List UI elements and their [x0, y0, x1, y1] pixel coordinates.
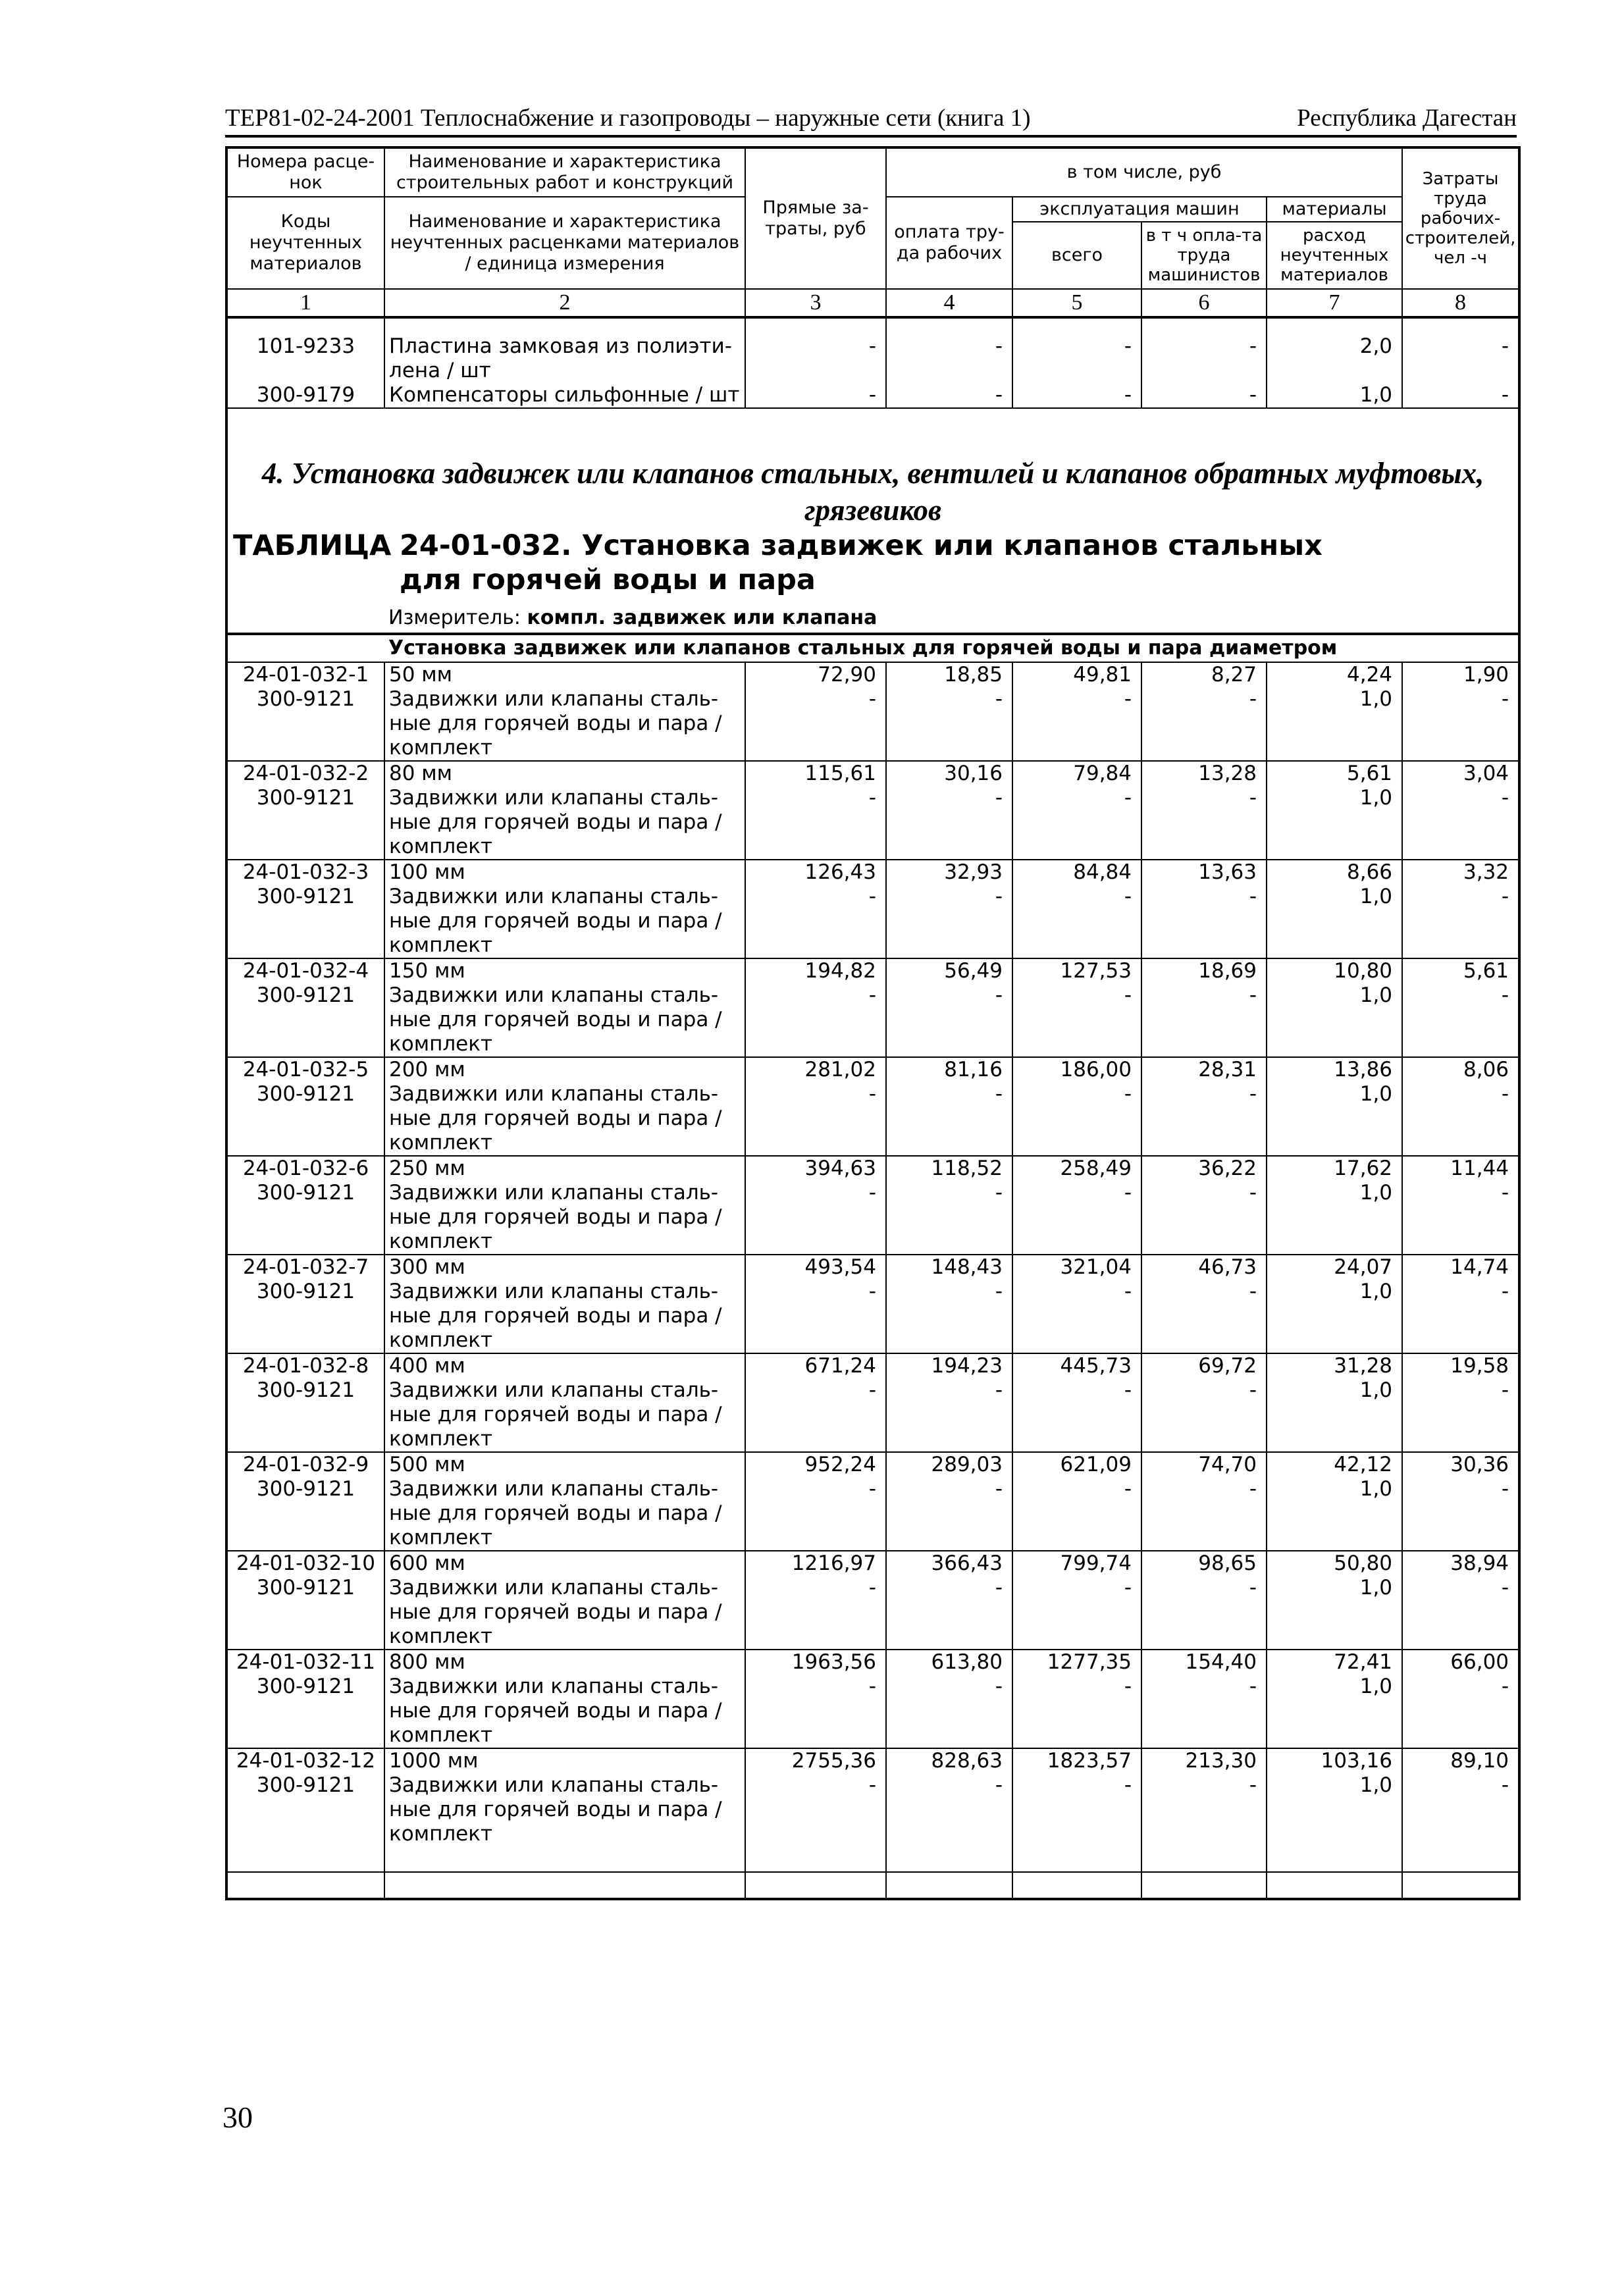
page-number: 30: [223, 2100, 253, 2134]
material-code: 300-9121: [226, 1082, 384, 1156]
table-row: [226, 958, 1519, 983]
operator-pay: -: [1141, 1082, 1267, 1156]
direct-costs: -: [745, 1773, 886, 1846]
labor-costs: -: [1501, 1181, 1509, 1205]
material-consumption: 1,0: [1267, 1576, 1402, 1650]
column-number: 1: [226, 289, 384, 317]
material-consumption: 13,86: [1267, 1057, 1402, 1082]
meter-line: [388, 606, 877, 630]
material-code: 300-9121: [226, 687, 384, 761]
rates-table: [225, 146, 1521, 1900]
operator-pay: -: [1141, 1773, 1267, 1846]
meter-label: Измеритель:: [388, 606, 521, 629]
column-number: 5: [1012, 289, 1141, 317]
table-row: [226, 662, 1519, 687]
worker-pay: -: [886, 1675, 1012, 1748]
material-code: 300-9121: [226, 1181, 384, 1255]
worker-pay: -: [886, 1477, 1012, 1551]
header-including: в том числе, руб: [886, 147, 1402, 197]
material-consumption: 1,0: [1267, 786, 1402, 860]
column-number: 6: [1141, 289, 1267, 317]
worker-pay: -: [886, 983, 1012, 1057]
operator-pay: -: [1141, 1181, 1267, 1255]
worker-pay: -: [886, 1773, 1012, 1846]
worker-pay: 366,43: [886, 1551, 1012, 1576]
work-name: 200 мм: [384, 1057, 745, 1082]
empty-cell: [384, 1846, 745, 1872]
column-number: 3: [745, 289, 886, 317]
direct-costs: -: [745, 687, 886, 761]
material-code: 300-9121: [226, 1675, 384, 1748]
material-row: [226, 1675, 1519, 1748]
operator-pay: -: [1141, 786, 1267, 860]
direct-costs: 72,90: [745, 662, 886, 687]
operator-pay: -: [1141, 1280, 1267, 1353]
header-operator-pay: в т ч опла-та труда машинистов: [1141, 222, 1267, 289]
labor-costs: 38,94: [1402, 1551, 1519, 1576]
worker-pay: -: [886, 1280, 1012, 1353]
worker-pay: 613,80: [886, 1650, 1012, 1675]
material-code: 300-9121: [226, 1773, 384, 1846]
material-row: [226, 687, 1519, 761]
machines-total: 1823,57: [1012, 1748, 1141, 1773]
operator-pay: 69,72: [1141, 1353, 1267, 1378]
material-row: [226, 1477, 1519, 1551]
work-name: 1000 мм: [384, 1748, 745, 1773]
group-header-row: [226, 635, 1519, 662]
labor-costs: -: [1501, 786, 1509, 810]
operator-pay: -: [1141, 1576, 1267, 1650]
worker-pay: -: [886, 1378, 1012, 1452]
header-labor-costs: Затраты труда рабочих-строителей, чел -ч: [1402, 147, 1519, 289]
lead-material-row: [226, 383, 1519, 407]
header-rate-numbers: Номера расце-нок: [226, 147, 384, 197]
material-row: [226, 1280, 1519, 1353]
table-row: [226, 1452, 1519, 1477]
machines-total: 799,74: [1012, 1551, 1141, 1576]
direct-costs: 394,63: [745, 1156, 886, 1181]
empty-cell: [745, 1872, 886, 1899]
header-material-name: Наименование и характеристика неучтенных расценками материалов / единица измерения: [384, 197, 745, 289]
worker-pay: -: [886, 1576, 1012, 1650]
material-consumption: 31,28: [1267, 1353, 1402, 1378]
material-consumption: 103,16: [1267, 1748, 1402, 1773]
labor-costs: 3,04: [1402, 761, 1519, 786]
machines-total: -: [1012, 1378, 1141, 1452]
header-machines-total: всего: [1012, 222, 1141, 289]
group-header: Установка задвижек или клапанов стальных для горячей воды и пара диаметром: [226, 635, 1519, 662]
material-name: Задвижки или клапаны сталь-ные для горячей воды и пара / комплект: [384, 786, 745, 860]
operator-pay: 13,28: [1141, 761, 1267, 786]
labor-costs: -: [1501, 1773, 1509, 1797]
direct-costs: -: [745, 1181, 886, 1255]
material-name: Задвижки или клапаны сталь-ные для горячей воды и пара / комплект: [384, 1675, 745, 1748]
material-consumption: 8,66: [1267, 860, 1402, 885]
empty-cell: [226, 1872, 384, 1899]
machines-total: -: [1012, 1576, 1141, 1650]
work-name: 400 мм: [384, 1353, 745, 1378]
operator-pay: 13,63: [1141, 860, 1267, 885]
machines-total: -: [1012, 1280, 1141, 1353]
machines-total: 84,84: [1012, 860, 1141, 885]
material-row: [226, 1773, 1519, 1846]
worker-pay: -: [886, 786, 1012, 860]
material-consumption: 17,62: [1267, 1156, 1402, 1181]
operator-pay: 46,73: [1141, 1255, 1267, 1280]
material-consumption: 1,0: [1267, 1181, 1402, 1255]
rate-code: 24-01-032-1: [226, 662, 384, 687]
material-name: Задвижки или клапаны сталь-ные для горячей воды и пара / комплект: [384, 1280, 745, 1353]
work-name: 500 мм: [384, 1452, 745, 1477]
labor-costs: 30,36: [1402, 1452, 1519, 1477]
labor-costs: 1,90: [1402, 662, 1519, 687]
material-name: Задвижки или клапаны сталь-ные для горячей воды и пара / комплект: [384, 687, 745, 761]
rate-code: 24-01-032-11: [226, 1650, 384, 1675]
material-row: [226, 786, 1519, 860]
operator-pay: 213,30: [1141, 1748, 1267, 1773]
column-number: 8: [1402, 289, 1519, 317]
machines-total: 621,09: [1012, 1452, 1141, 1477]
empty-cell: [226, 1846, 384, 1872]
machines-total: 127,53: [1012, 958, 1141, 983]
labor-costs: -: [1501, 1477, 1509, 1501]
worker-pay: -: [886, 334, 1012, 383]
header-worker-pay: оплата тру-да рабочих: [886, 197, 1012, 289]
empty-cell: [886, 1846, 1012, 1872]
column-number: 2: [384, 289, 745, 317]
empty-cell: [1141, 1872, 1267, 1899]
direct-costs: -: [745, 1675, 886, 1748]
material-consumption: 1,0: [1267, 687, 1402, 761]
header-work-name: Наименование и характеристика строительных работ и конструкций: [384, 147, 745, 197]
work-name: 600 мм: [384, 1551, 745, 1576]
labor-costs: 5,61: [1402, 958, 1519, 983]
empty-cell: [1402, 1872, 1519, 1899]
direct-costs: -: [745, 786, 886, 860]
labor-costs: -: [1501, 1675, 1509, 1698]
labor-costs: -: [1501, 383, 1509, 407]
document-title: ТЕР81-02-24-2001 Теплоснабжение и газопроводы – наружные сети (книга 1): [225, 105, 1031, 132]
table-row: [226, 1748, 1519, 1773]
material-code: 300-9121: [226, 885, 384, 958]
table-row: [226, 1650, 1519, 1675]
direct-costs: -: [745, 1280, 886, 1353]
work-name: 250 мм: [384, 1156, 745, 1181]
material-row: [226, 1082, 1519, 1156]
machines-total: 445,73: [1012, 1353, 1141, 1378]
direct-costs: -: [745, 983, 886, 1057]
material-code: 300-9121: [226, 1576, 384, 1650]
operator-pay: -: [1141, 687, 1267, 761]
machines-total: -: [1012, 1773, 1141, 1846]
material-consumption: 2,0: [1267, 334, 1402, 383]
material-consumption: 72,41: [1267, 1650, 1402, 1675]
material-name: Задвижки или клапаны сталь-ные для горячей воды и пара / комплект: [384, 1576, 745, 1650]
section-row: [226, 407, 1519, 635]
material-consumption: 10,80: [1267, 958, 1402, 983]
labor-costs: 11,44: [1402, 1156, 1519, 1181]
worker-pay: 118,52: [886, 1156, 1012, 1181]
operator-pay: 36,22: [1141, 1156, 1267, 1181]
labor-costs: 89,10: [1402, 1748, 1519, 1773]
material-name: Задвижки или клапаны сталь-ные для горячей воды и пара / комплект: [384, 1773, 745, 1846]
direct-costs: -: [745, 1576, 886, 1650]
worker-pay: 194,23: [886, 1353, 1012, 1378]
material-consumption: 1,0: [1267, 885, 1402, 958]
empty-cell: [384, 1872, 745, 1899]
empty-cell: [1267, 1846, 1402, 1872]
rate-code: 24-01-032-8: [226, 1353, 384, 1378]
direct-costs: 952,24: [745, 1452, 886, 1477]
material-code: 101-9233: [226, 334, 384, 383]
table-label: ТАБЛИЦА: [233, 529, 392, 562]
region-name: Республика Дагестан: [1297, 105, 1517, 132]
rate-code: 24-01-032-5: [226, 1057, 384, 1082]
empty-cell: [1402, 1846, 1519, 1872]
material-consumption: 42,12: [1267, 1452, 1402, 1477]
worker-pay: -: [886, 687, 1012, 761]
column-number-row: [226, 289, 1519, 317]
table-row: [226, 1353, 1519, 1378]
header-machine-operation: эксплуатация машин: [1012, 197, 1267, 222]
material-consumption: 1,0: [1267, 1082, 1402, 1156]
material-consumption: 1,0: [1267, 1773, 1402, 1846]
worker-pay: -: [886, 1082, 1012, 1156]
material-code: 300-9121: [226, 786, 384, 860]
labor-costs: -: [1501, 1082, 1509, 1106]
lead-material-row: [226, 334, 1519, 383]
material-name: Задвижки или клапаны сталь-ные для горячей воды и пара / комплект: [384, 1082, 745, 1156]
empty-cell: [1012, 1846, 1141, 1872]
operator-pay: -: [1141, 885, 1267, 958]
worker-pay: -: [886, 383, 1012, 407]
labor-costs: -: [1501, 687, 1509, 711]
operator-pay: 98,65: [1141, 1551, 1267, 1576]
operator-pay: 154,40: [1141, 1650, 1267, 1675]
material-name: Задвижки или клапаны сталь-ные для горячей воды и пара / комплект: [384, 885, 745, 958]
empty-cell: [1012, 1872, 1141, 1899]
machines-total: 79,84: [1012, 761, 1141, 786]
direct-costs: -: [745, 383, 886, 407]
labor-costs: -: [1501, 1280, 1509, 1303]
empty-cell: [745, 1846, 886, 1872]
table-row: [226, 761, 1519, 786]
work-name: 300 мм: [384, 1255, 745, 1280]
worker-pay: 81,16: [886, 1057, 1012, 1082]
material-name: Задвижки или клапаны сталь-ные для горячей воды и пара / комплект: [384, 1477, 745, 1551]
worker-pay: 828,63: [886, 1748, 1012, 1773]
labor-costs: -: [1501, 1576, 1509, 1600]
table-row: [226, 1156, 1519, 1181]
worker-pay: 30,16: [886, 761, 1012, 786]
rate-code: 24-01-032-4: [226, 958, 384, 983]
machines-total: -: [1012, 983, 1141, 1057]
operator-pay: -: [1141, 1477, 1267, 1551]
material-name: Задвижки или клапаны сталь-ные для горячей воды и пара / комплект: [384, 983, 745, 1057]
material-consumption: 24,07: [1267, 1255, 1402, 1280]
worker-pay: -: [886, 885, 1012, 958]
machines-total: -: [1012, 1675, 1141, 1748]
rate-code: 24-01-032-12: [226, 1748, 384, 1773]
worker-pay: 148,43: [886, 1255, 1012, 1280]
operator-pay: -: [1141, 334, 1267, 383]
material-name: Задвижки или клапаны сталь-ные для горячей воды и пара / комплект: [384, 1378, 745, 1452]
material-consumption: 5,61: [1267, 761, 1402, 786]
direct-costs: -: [745, 1477, 886, 1551]
material-code: 300-9121: [226, 1477, 384, 1551]
direct-costs: -: [745, 1082, 886, 1156]
header-rule: [225, 135, 1517, 138]
direct-costs: -: [745, 885, 886, 958]
direct-costs: 493,54: [745, 1255, 886, 1280]
worker-pay: 18,85: [886, 662, 1012, 687]
work-name: 80 мм: [384, 761, 745, 786]
direct-costs: -: [745, 334, 886, 383]
material-consumption: 4,24: [1267, 662, 1402, 687]
column-number: 4: [886, 289, 1012, 317]
labor-costs: -: [1501, 334, 1509, 358]
section-title: 4. Установка задвижек или клапанов стальных, вентилей и клапанов обратных муфтовых, грязевиков: [261, 457, 1484, 527]
table-row: [226, 1255, 1519, 1280]
machines-total: -: [1012, 1181, 1141, 1255]
direct-costs: 1216,97: [745, 1551, 886, 1576]
material-code: 300-9179: [226, 383, 384, 407]
worker-pay: 56,49: [886, 958, 1012, 983]
running-header: [225, 104, 1517, 136]
material-consumption: 1,0: [1267, 1280, 1402, 1353]
empty-cell: [1267, 1872, 1402, 1899]
rate-code: 24-01-032-3: [226, 860, 384, 885]
empty-cell: [886, 1872, 1012, 1899]
machines-total: -: [1012, 1082, 1141, 1156]
material-code: 300-9121: [226, 1378, 384, 1452]
machines-total: -: [1012, 885, 1141, 958]
material-consumption: 1,0: [1267, 1675, 1402, 1748]
machines-total: 258,49: [1012, 1156, 1141, 1181]
operator-pay: -: [1141, 383, 1267, 407]
work-name: 800 мм: [384, 1650, 745, 1675]
material-consumption: 1,0: [1267, 983, 1402, 1057]
spacer-row: [226, 317, 1519, 334]
empty-cell: [1141, 1846, 1267, 1872]
work-name: 100 мм: [384, 860, 745, 885]
material-code: 300-9121: [226, 983, 384, 1057]
material-consumption: 50,80: [1267, 1551, 1402, 1576]
table-number-title: 24-01-032. Установка задвижек или клапанов стальных для горячей воды и пара: [400, 529, 1323, 596]
operator-pay: 74,70: [1141, 1452, 1267, 1477]
material-name: Пластина замковая из полиэти-лена / шт: [384, 334, 745, 383]
machines-total: 1277,35: [1012, 1650, 1141, 1675]
material-row: [226, 885, 1519, 958]
material-row: [226, 1378, 1519, 1452]
labor-costs: 8,06: [1402, 1057, 1519, 1082]
operator-pay: -: [1141, 1378, 1267, 1452]
work-name: 50 мм: [384, 662, 745, 687]
work-name: 150 мм: [384, 958, 745, 983]
material-consumption: 1,0: [1267, 383, 1402, 407]
rate-code: 24-01-032-2: [226, 761, 384, 786]
section-block: [228, 407, 1518, 634]
operator-pay: 18,69: [1141, 958, 1267, 983]
labor-costs: -: [1501, 1378, 1509, 1402]
column-number: 7: [1267, 289, 1402, 317]
machines-total: -: [1012, 786, 1141, 860]
direct-costs: -: [745, 1378, 886, 1452]
worker-pay: 289,03: [886, 1452, 1012, 1477]
labor-costs: 19,58: [1402, 1353, 1519, 1378]
direct-costs: 126,43: [745, 860, 886, 885]
worker-pay: -: [886, 1181, 1012, 1255]
labor-costs: -: [1501, 983, 1509, 1007]
labor-costs: -: [1501, 885, 1509, 908]
labor-costs: 66,00: [1402, 1650, 1519, 1675]
machines-total: -: [1012, 334, 1141, 383]
worker-pay: 32,93: [886, 860, 1012, 885]
material-row: [226, 1576, 1519, 1650]
header-material-consumption: расход неучтенных материалов: [1267, 222, 1402, 289]
rate-code: 24-01-032-6: [226, 1156, 384, 1181]
material-code: 300-9121: [226, 1280, 384, 1353]
machines-total: 321,04: [1012, 1255, 1141, 1280]
machines-total: 186,00: [1012, 1057, 1141, 1082]
direct-costs: 2755,36: [745, 1748, 886, 1773]
header-direct-costs: Прямые за-траты, руб: [745, 147, 886, 289]
operator-pay: -: [1141, 1675, 1267, 1748]
material-name: Компенсаторы сильфонные / шт: [384, 383, 745, 407]
rate-code: 24-01-032-7: [226, 1255, 384, 1280]
table-row: [226, 1551, 1519, 1576]
operator-pay: 8,27: [1141, 662, 1267, 687]
machines-total: -: [1012, 383, 1141, 407]
material-row: [226, 1181, 1519, 1255]
table-row: [226, 1057, 1519, 1082]
rate-code: 24-01-032-10: [226, 1551, 384, 1576]
operator-pay: 28,31: [1141, 1057, 1267, 1082]
material-name: Задвижки или клапаны сталь-ные для горячей воды и пара / комплект: [384, 1181, 745, 1255]
meter-value: компл. задвижек или клапана: [527, 606, 877, 629]
direct-costs: 194,82: [745, 958, 886, 983]
empty-row: [226, 1872, 1519, 1899]
direct-costs: 115,61: [745, 761, 886, 786]
direct-costs: 281,02: [745, 1057, 886, 1082]
material-row: [226, 983, 1519, 1057]
material-consumption: 1,0: [1267, 1477, 1402, 1551]
table-row: [226, 860, 1519, 885]
header-materials: материалы: [1267, 197, 1402, 222]
machines-total: -: [1012, 1477, 1141, 1551]
material-consumption: 1,0: [1267, 1378, 1402, 1452]
header-material-codes: Коды неучтенных материалов: [226, 197, 384, 289]
direct-costs: 671,24: [745, 1353, 886, 1378]
operator-pay: -: [1141, 983, 1267, 1057]
rate-code: 24-01-032-9: [226, 1452, 384, 1477]
header-row-1: [226, 147, 1519, 197]
labor-costs: 3,32: [1402, 860, 1519, 885]
empty-row: [226, 1846, 1519, 1872]
labor-costs: 14,74: [1402, 1255, 1519, 1280]
direct-costs: 1963,56: [745, 1650, 886, 1675]
machines-total: -: [1012, 687, 1141, 761]
machines-total: 49,81: [1012, 662, 1141, 687]
